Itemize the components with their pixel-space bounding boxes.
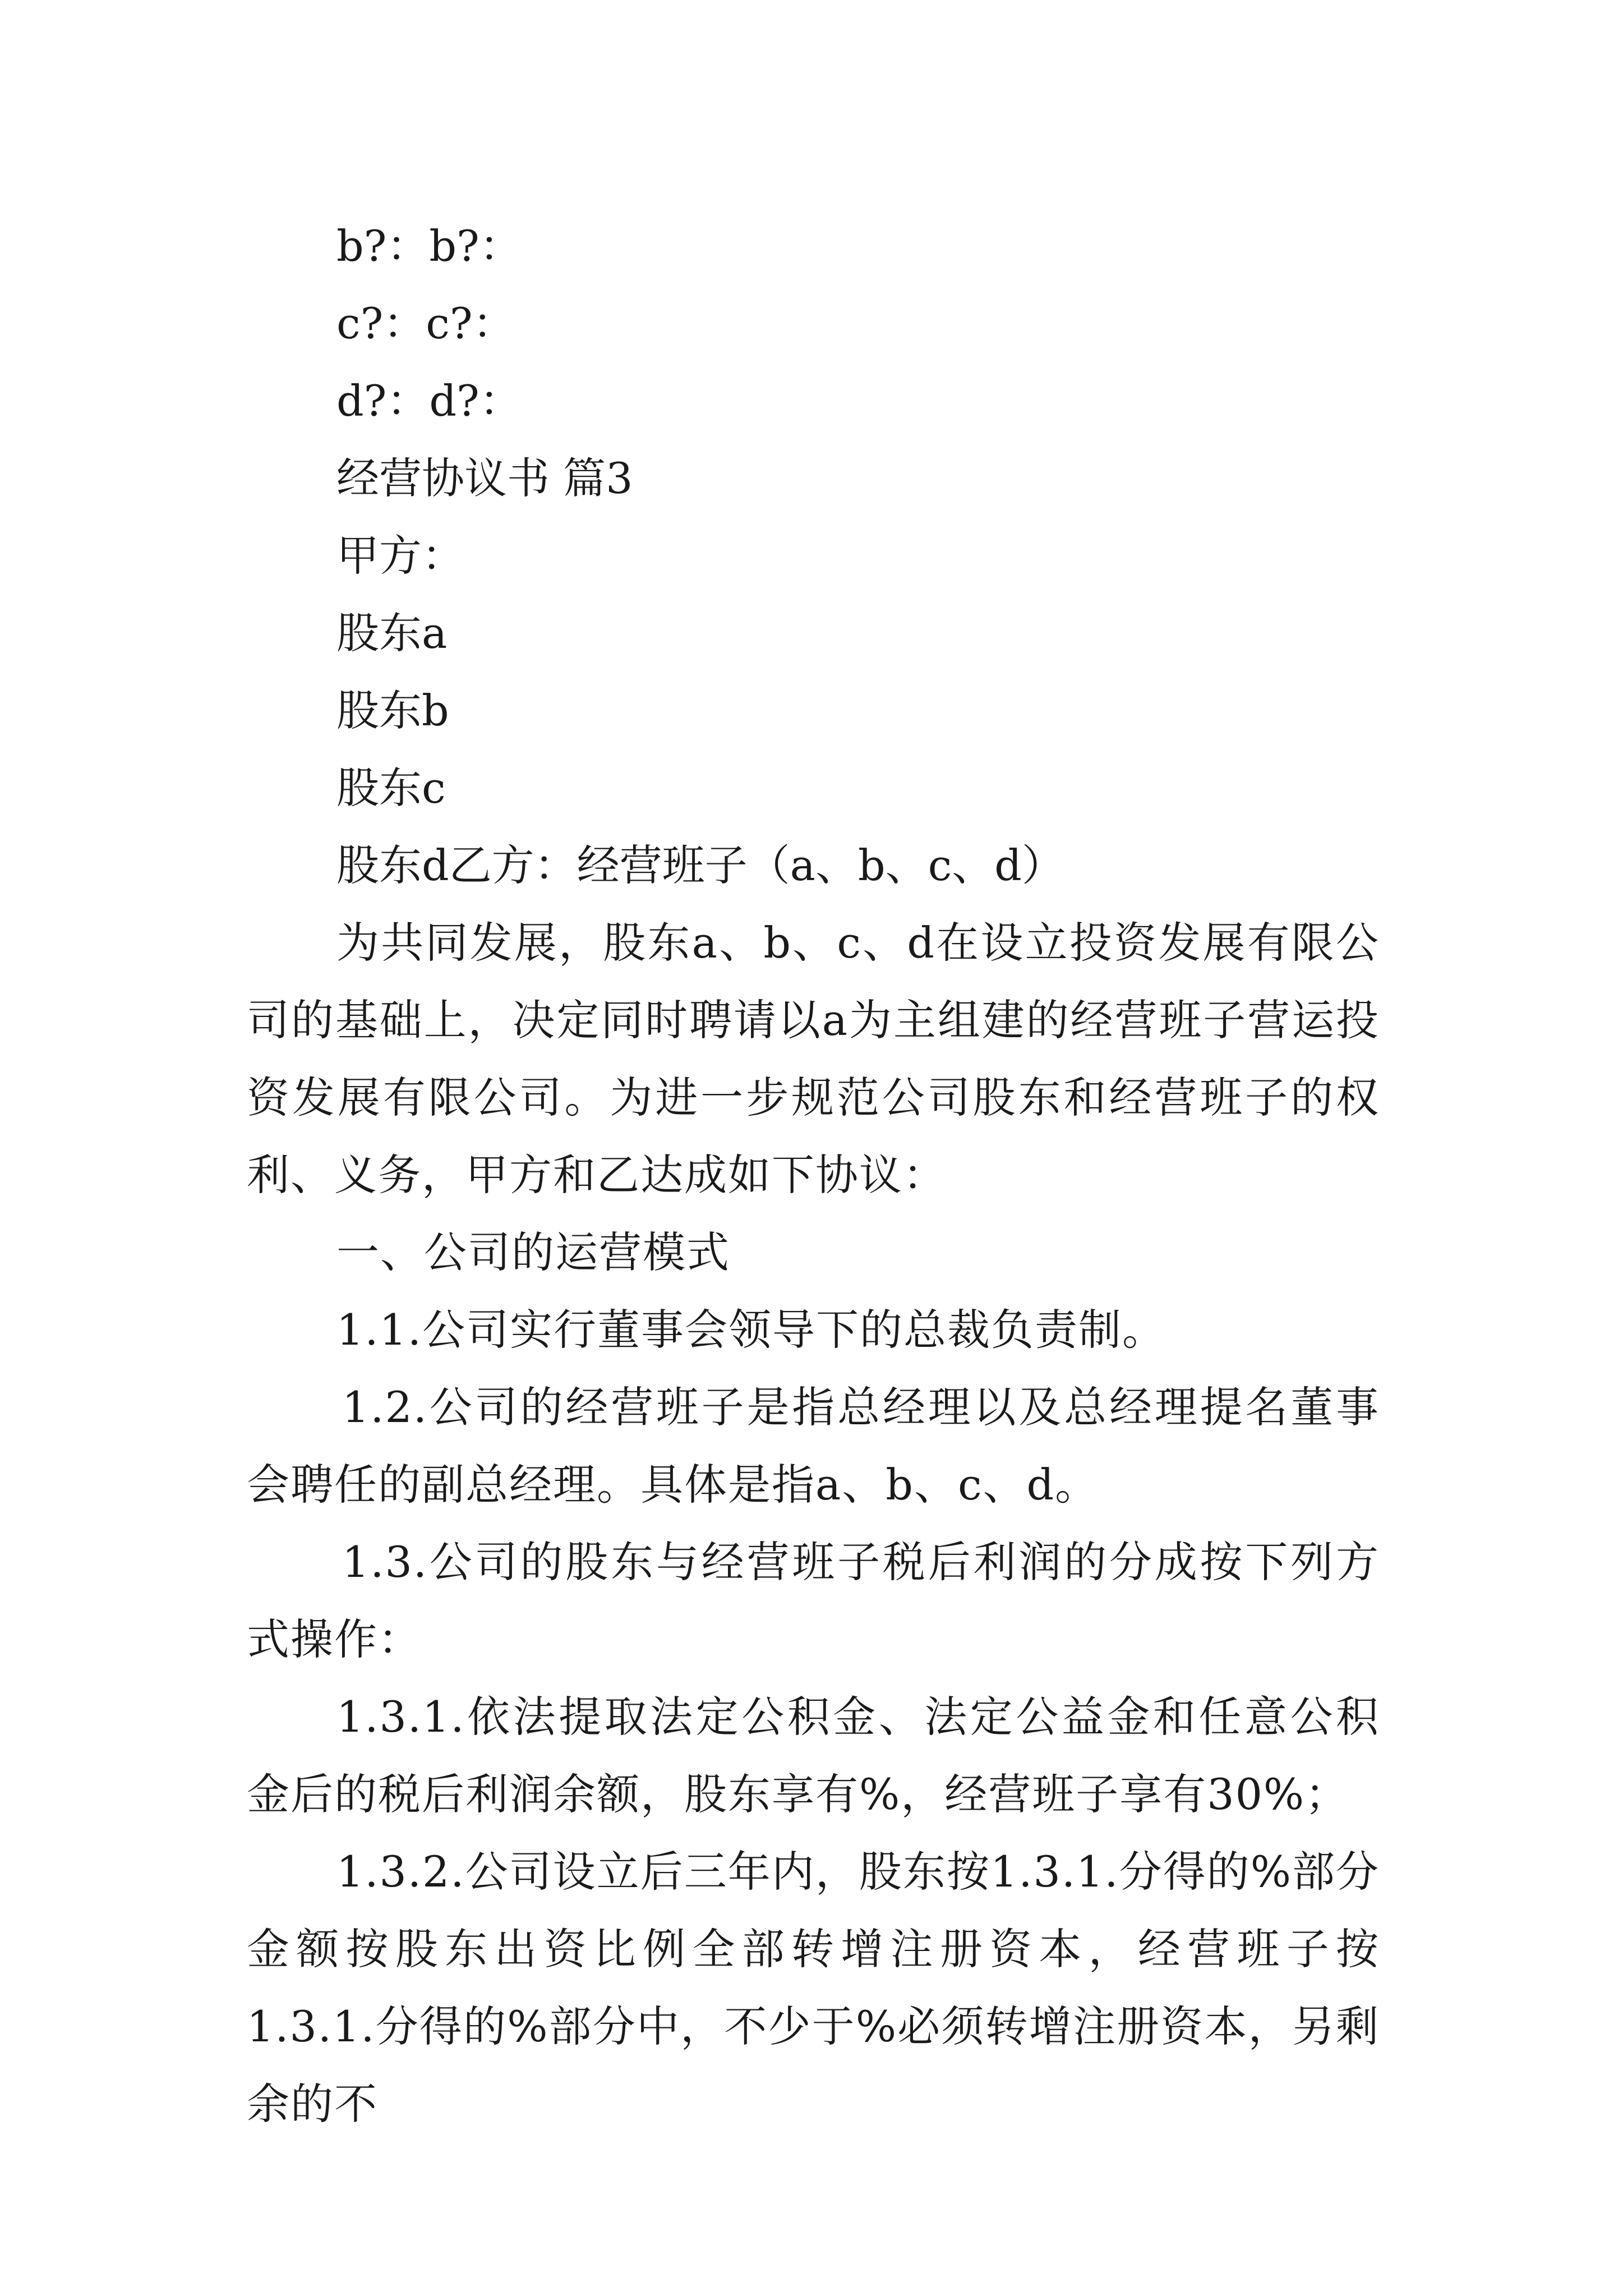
document-body [247, 208, 1380, 2143]
clause-1-3-2: 1.3.2.公司设立后三年内，股东按1.3.1.分得的%部分金额按股东出资比例全部转增注册资本，经营班子按1.3.1.分得的%部分中，不少于%必须转增注册资本，另剩余的不 [247, 1847, 1380, 2129]
party-a-label: 甲方： [336, 531, 464, 581]
shareholder-d-and-party-b: 股东d乙方：经营班子（a、b、c、d） [336, 840, 1064, 890]
signature-line-c: c?：c?： [336, 298, 515, 348]
signature-line-b: b?：b?： [336, 221, 522, 271]
shareholder-c: 股东c [336, 763, 446, 813]
shareholder-b: 股东b [336, 685, 449, 735]
clause-1-1: 1.1.公司实行董事会领导下的总裁负责制。 [336, 1305, 1166, 1355]
heading-operation-mode: 一、公司的运营模式 [336, 1227, 730, 1277]
clause-1-3: 1.3.公司的股东与经营班子税后利润的分成按下列方式操作： [247, 1537, 1380, 1664]
clause-1-3-1: 1.3.1.依法提取法定公积金、法定公益金和任意公积金后的税后利润余额，股东享有%，经营班子享有30%； [247, 1692, 1380, 1819]
signature-line-d: d?：d?： [336, 376, 522, 426]
shareholder-a: 股东a [336, 608, 448, 658]
clause-1-2: 1.2.公司的经营班子是指总经理以及总经理提名董事会聘任的副总经理。具体是指a、b、c、d。 [247, 1382, 1380, 1510]
section-title: 经营协议书 篇3 [336, 453, 633, 503]
intro-paragraph: 为共同发展，股东a、b、c、d在设立投资发展有限公司的基础上，决定同时聘请以a为主组建的经营班子营运投资发展有限公司。为进一步规范公司股东和经营班子的权利、义务，甲方和乙达成如下协议： [247, 918, 1380, 1200]
